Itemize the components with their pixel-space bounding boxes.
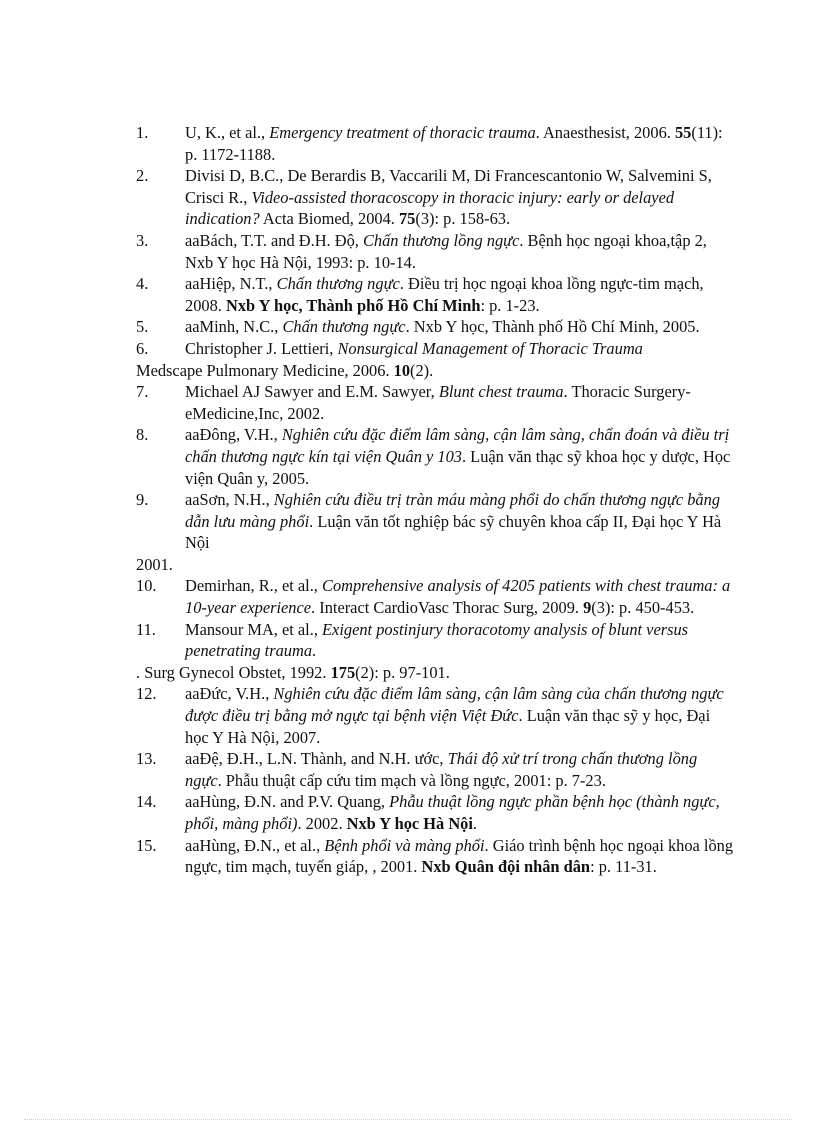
reference-item [136, 575, 736, 618]
reference-continuation [136, 554, 736, 576]
reference-text: . Phẫu thuật cấp cứu tim mạch và lồng ngực, 2001: p. 7-23. [217, 770, 606, 790]
reference-number: 11. [136, 619, 156, 639]
reference-title: Chấn thương ngực [282, 317, 406, 337]
reference-body [185, 575, 736, 618]
reference-text: . Luận văn thạc sỹ y học, Đại học Y Hà Nội, 2007. [185, 706, 711, 747]
reference-title: Chấn thương ngực [276, 274, 400, 294]
reference-title: Chấn thương lồng ngực [362, 230, 520, 250]
reference-title: Nghiên cứu đặc điểm lâm sàng, cận lâm sàng của chấn thương ngực được điều trị bằng mở ngực tại bệnh viện Việt Đức [185, 684, 724, 726]
reference-text: aaHiệp, N.T., [185, 274, 277, 294]
reference-text: Demirhan, R., et al., [185, 576, 323, 596]
reference-text: (11): p. 1172-1188. [185, 123, 723, 164]
reference-text: . Nxb Y học, Thành phố Hồ Chí Minh, 2005. [405, 317, 700, 337]
reference-title: Nonsurgical Management of Thoracic Trauma [337, 338, 643, 358]
reference-body [185, 165, 736, 230]
reference-item [136, 273, 736, 316]
reference-number: 8. [136, 425, 149, 445]
reference-number: 15. [136, 835, 157, 855]
reference-text: aaĐông, V.H., [185, 425, 282, 445]
reference-list [136, 122, 736, 878]
reference-number: 1. [136, 123, 149, 142]
reference-title: Emergency treatment of thoracic trauma [269, 123, 536, 142]
reference-body [185, 230, 736, 273]
reference-body [185, 489, 736, 554]
reference-title: Blunt chest trauma [438, 382, 564, 402]
reference-text: aaĐức, V.H., [185, 684, 274, 704]
reference-continuation [136, 662, 736, 684]
reference-bold-text: Nxb Quân đội nhân dân [421, 857, 591, 877]
reference-text: . Giáo trình bệnh học ngoại khoa lồng ngực, tim mạch, tuyến giáp, , 2001. [185, 835, 734, 877]
reference-text: aaBách, T.T. and Đ.H. Độ, [185, 230, 363, 250]
reference-item [136, 230, 736, 273]
reference-body [185, 619, 736, 662]
reference-bold-text: 75 [398, 209, 416, 229]
reference-item [136, 122, 736, 165]
reference-body [185, 273, 736, 316]
reference-title: Nghiên cứu điều trị tràn máu màng phổi do chấn thương ngực bằng dẫn lưu màng phổi [185, 490, 721, 531]
reference-text: Mansour MA, et al., [185, 619, 323, 639]
reference-title: Comprehensive analysis of 4205 patients with chest trauma: a 10-year experience [185, 576, 731, 618]
reference-bold-text: 175 [330, 662, 356, 682]
reference-item [136, 424, 736, 489]
reference-text: aaHùng, Đ.N., et al., [185, 835, 325, 855]
reference-bold-text: 55 [674, 123, 692, 142]
reference-bold-text: Nxb Y học Hà Nội [346, 814, 473, 833]
reference-text: Divisi D, B.C., De Berardis B, Vaccarili M, Di Francescantonio W, Salvemini S, Crisci R., [185, 166, 712, 207]
reference-number: 14. [136, 792, 157, 812]
reference-text: (2): p. 97-101. [355, 662, 450, 682]
reference-number: 6. [136, 338, 149, 358]
reference-number: 10. [136, 576, 157, 596]
reference-item [136, 381, 736, 424]
reference-item [136, 835, 736, 878]
reference-text: aaHùng, Đ.N. and P.V. Quang, [185, 792, 390, 812]
reference-bold-text: 9 [583, 598, 592, 618]
reference-text: (3): p. 158-63. [415, 209, 511, 229]
reference-text: 2001. [136, 554, 173, 574]
reference-text: (2). [410, 360, 434, 380]
reference-item [136, 316, 736, 338]
reference-body [185, 791, 736, 834]
reference-number: 3. [136, 230, 149, 250]
reference-number: 4. [136, 274, 149, 294]
reference-text: . Interact CardioVasc Thorac Surg, 2009. [311, 598, 584, 618]
reference-text: : p. 1-23. [480, 295, 540, 315]
reference-text: . Bệnh học ngoại khoa,tập 2, Nxb Y học Hà Nội, 1993: p. 10-14. [185, 230, 707, 272]
reference-number: 5. [136, 317, 149, 337]
reference-body [185, 338, 736, 360]
reference-body [185, 748, 736, 791]
reference-text: . [472, 814, 478, 833]
reference-number: 12. [136, 684, 157, 704]
reference-number: 7. [136, 382, 149, 402]
reference-text: aaSơn, N.H., [185, 490, 274, 510]
reference-text: . Luận văn thạc sỹ khoa học y dược, Học viện Quân y, 2005. [185, 446, 731, 488]
reference-text: . Điều trị học ngoại khoa lồng ngực-tim mạch, 2008. [185, 274, 704, 315]
reference-number: 2. [136, 166, 149, 186]
reference-text: U, K., et al., [185, 123, 270, 142]
reference-text: . Anaesthesist, 2006. [535, 123, 675, 142]
reference-body [185, 835, 736, 878]
reference-item [136, 338, 736, 381]
reference-title: Exigent postinjury thoracotomy analysis of blunt versus penetrating trauma [185, 619, 689, 661]
reference-body [185, 424, 736, 489]
reference-text: Christopher J. Lettieri, [185, 338, 338, 358]
reference-text: . Surg Gynecol Obstet, 1992. [136, 662, 331, 682]
reference-text: Acta Biomed, 2004. [259, 209, 399, 229]
reference-body [185, 316, 736, 338]
reference-number: 13. [136, 749, 157, 769]
reference-title: Phẫu thuật lồng ngực phần bệnh học (thành ngực, phổi, màng phổi) [185, 792, 720, 833]
reference-title: Thái độ xử trí trong chấn thương lồng ngực [185, 749, 698, 790]
reference-text: . Luận văn tốt nghiệp bác sỹ chuyên khoa cấp II, Đại học Y Hà Nội [185, 511, 722, 553]
reference-continuation [136, 360, 736, 382]
reference-title: Nghiên cứu đặc điểm lâm sàng, cận lâm sàng, chẩn đoán và điều trị chấn thương ngực kín tại viện Quân y 103 [185, 425, 730, 466]
page-bottom-divider [24, 1119, 792, 1120]
reference-body [185, 381, 736, 424]
reference-bold-text: 10 [393, 360, 411, 380]
reference-body [185, 683, 736, 748]
reference-title: Bệnh phổi và màng phổi [324, 835, 485, 855]
reference-number: 9. [136, 490, 149, 510]
reference-bold-text: Nxb Y học, Thành phố Hồ Chí Minh [225, 295, 481, 315]
reference-text: Medscape Pulmonary Medicine, 2006. [136, 360, 394, 380]
reference-text: aaMinh, N.C., [185, 317, 283, 337]
reference-item [136, 683, 736, 748]
reference-item [136, 165, 736, 230]
reference-item [136, 619, 736, 684]
reference-item [136, 748, 736, 791]
reference-item [136, 791, 736, 834]
reference-text: . Thoracic Surgery-eMedicine,Inc, 2002. [185, 382, 691, 423]
reference-text: aaĐệ, Đ.H., L.N. Thành, and N.H. ước, [185, 749, 448, 769]
reference-item [136, 489, 736, 575]
reference-text: (3): p. 450-453. [591, 598, 695, 618]
reference-text: . 2002. [297, 814, 347, 833]
reference-body [185, 122, 736, 165]
reference-title: Video-assisted thoracoscopy in thoracic injury: early or delayed indication? [185, 187, 675, 229]
reference-text: . [312, 641, 317, 661]
reference-text: Michael AJ Sawyer and E.M. Sawyer, [185, 382, 439, 402]
reference-text: : p. 11-31. [590, 857, 657, 877]
